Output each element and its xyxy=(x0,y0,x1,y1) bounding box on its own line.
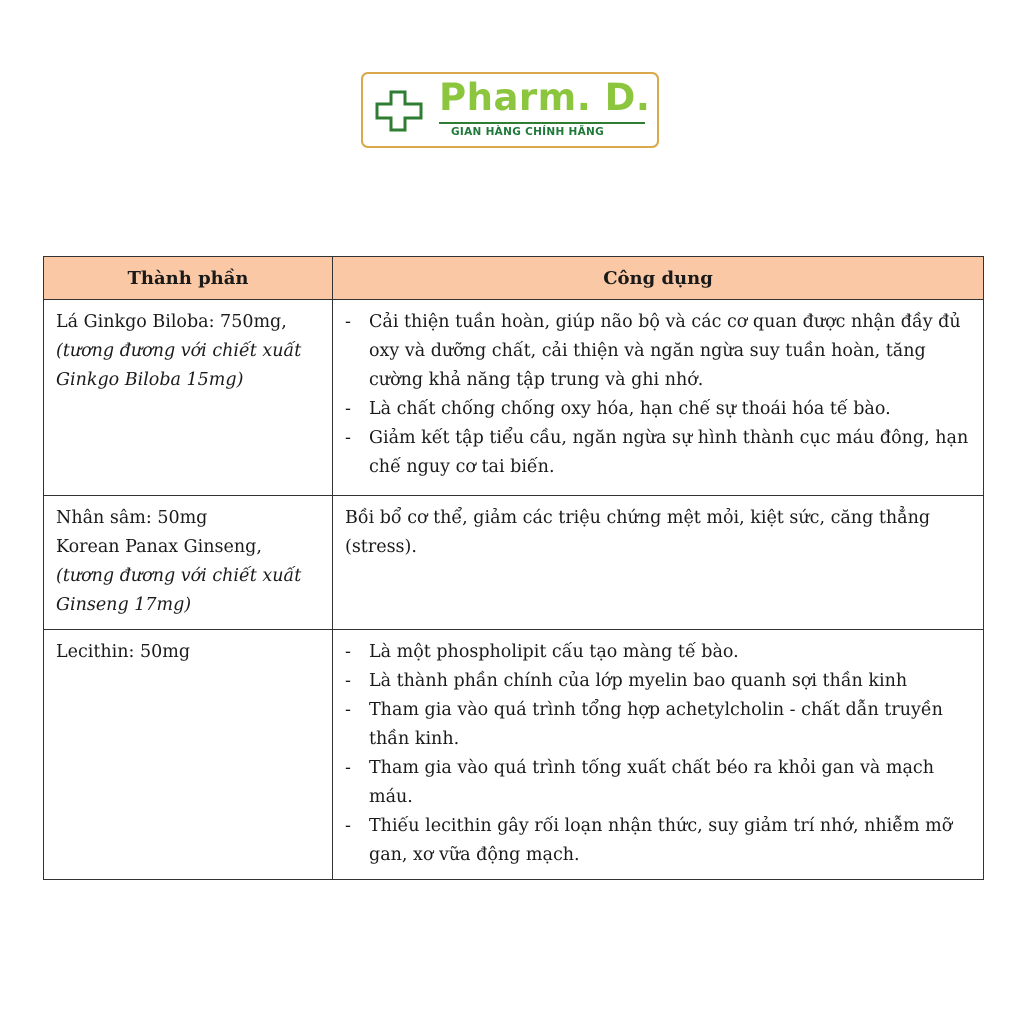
brand-subtitle: GIAN HÀNG CHÍNH HÃNG xyxy=(451,126,605,138)
header-use: Công dụng xyxy=(333,257,984,300)
ingredient-name: Korean Panax Ginseng, xyxy=(56,537,262,557)
table-row xyxy=(44,496,984,630)
ingredient-table xyxy=(43,256,984,880)
use-cell: Bồi bổ cơ thể, giảm các triệu chứng mệt mỏi, kiệt sức, căng thẳng (stress). xyxy=(333,496,984,630)
use-item: - Là chất chống chống oxy hóa, hạn chế sự thoái hóa tế bào. xyxy=(345,395,971,424)
ingredient-cell xyxy=(44,630,333,880)
ingredient-name: Nhân sâm: 50mg xyxy=(56,508,208,528)
use-item: - Giảm kết tập tiểu cầu, ngăn ngừa sự hình thành cục máu đông, hạn chế nguy cơ tai biến. xyxy=(345,424,971,482)
use-list xyxy=(345,638,971,870)
use-item: - Là thành phần chính của lớp myelin bao quanh sợi thần kinh xyxy=(345,667,971,696)
use-item: - Thiếu lecithin gây rối loạn nhận thức, suy giảm trí nhớ, nhiễm mỡ gan, xơ vữa động mạch. xyxy=(345,812,971,870)
cross-icon xyxy=(375,90,429,134)
ingredient-cell xyxy=(44,496,333,630)
brand-title: Pharm. D. xyxy=(439,76,651,119)
table-row xyxy=(44,630,984,880)
use-cell xyxy=(333,630,984,880)
use-list xyxy=(345,308,971,482)
header-ingredient: Thành phần xyxy=(44,257,333,300)
brand-divider xyxy=(439,122,645,124)
ingredient-name: Lecithin: 50mg xyxy=(56,642,191,662)
use-item: - Là một phospholipit cấu tạo màng tế bào. xyxy=(345,638,971,667)
use-item: - Cải thiện tuần hoàn, giúp não bộ và các cơ quan được nhận đầy đủ oxy và dưỡng chất, cải thiện và ngăn ngừa suy tuần hoàn, tăng cường khả năng tập trung và ghi nhớ. xyxy=(345,308,971,395)
table-header-row xyxy=(44,257,984,300)
ingredient-cell xyxy=(44,300,333,496)
use-item: - Tham gia vào quá trình tổng hợp achetylcholin - chất dẫn truyền thần kinh. xyxy=(345,696,971,754)
ingredient-note: (tương đương với chiết xuất Ginkgo Biloba 15mg) xyxy=(56,341,302,390)
ingredient-note: (tương đương với chiết xuất Ginseng 17mg) xyxy=(56,566,302,615)
brand-logo xyxy=(361,72,659,148)
ingredient-name: Lá Ginkgo Biloba: 750mg, xyxy=(56,312,287,332)
use-cell xyxy=(333,300,984,496)
use-item: - Tham gia vào quá trình tống xuất chất béo ra khỏi gan và mạch máu. xyxy=(345,754,971,812)
table-row xyxy=(44,300,984,496)
